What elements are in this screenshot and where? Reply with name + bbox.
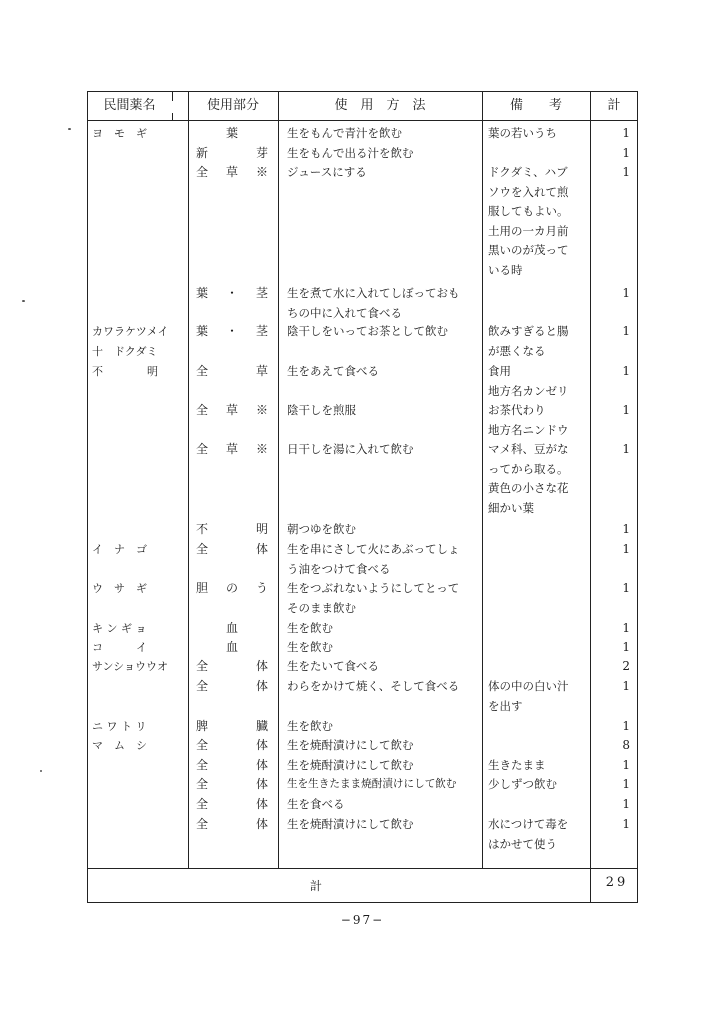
row-count: 1	[622, 581, 630, 595]
row-part: 全草※	[196, 165, 268, 179]
row-part: 全草※	[196, 442, 268, 456]
row-method: 生をもんで青汁を飲む	[287, 126, 402, 140]
row-part: 全体	[196, 542, 268, 556]
row-method: 生を焼酎漬けにして飲む	[287, 738, 414, 752]
row-name: マ ム シ	[92, 739, 147, 752]
row-count: 1	[622, 442, 630, 456]
row-method: 生をもんで出る汁を飲む	[287, 146, 414, 160]
total-value: 29	[605, 875, 629, 890]
row-count: 1	[622, 146, 630, 160]
row-method: 生を飲む	[287, 640, 333, 654]
row-part: 全体	[196, 797, 268, 811]
header-method: 使 用 方 法	[334, 98, 426, 113]
col-divider-4	[482, 91, 483, 868]
row-method: 生を焼酎漬けにして飲む	[287, 758, 414, 772]
row-note: 飲みすぎると腸 が悪くなる	[488, 324, 569, 358]
row-part: 全草	[196, 364, 268, 378]
row-part: 全体	[196, 659, 268, 673]
total-divider	[87, 868, 638, 869]
row-part: 血	[225, 640, 238, 654]
row-count: 1	[622, 758, 630, 772]
row-name: コ イ	[92, 641, 147, 654]
row-note: 体の中の白い汁 を出す	[488, 679, 569, 713]
total-label: 計	[310, 879, 323, 893]
row-method: 朝つゆを飲む	[287, 522, 356, 536]
scan-speck	[68, 128, 71, 130]
row-count: 1	[622, 403, 630, 417]
row-method: 生をたいて食べる	[287, 659, 379, 673]
row-count: 1	[622, 817, 630, 831]
row-note: 水につけて毒を はかせて使う	[488, 817, 569, 851]
page-number: −97−	[340, 913, 385, 927]
row-part: 脾臓	[196, 719, 268, 733]
row-method: 生をつぶれないようにしてとって そのまま飲む	[287, 581, 460, 615]
row-count: 1	[622, 324, 630, 338]
row-count: 1	[622, 797, 630, 811]
row-part: 不明	[196, 522, 268, 536]
scan-speck	[22, 300, 25, 302]
row-part: 全体	[196, 738, 268, 752]
row-count: 1	[622, 522, 630, 536]
row-part: 全体	[196, 679, 268, 693]
row-name: カワラケツメイ 十 ドクダミ	[92, 325, 169, 358]
row-count: 1	[622, 542, 630, 556]
col-divider-5	[590, 91, 591, 903]
row-count: 1	[622, 126, 630, 140]
row-note: マメ科、豆がな ってから取る。 黄色の小さな花 細かい葉	[488, 442, 569, 515]
row-part: 葉・茎	[196, 324, 268, 338]
row-method: 陰干しを煎服	[287, 403, 356, 417]
col-divider-1-mid	[172, 113, 173, 121]
col-divider-3	[278, 91, 279, 868]
row-part: 新芽	[196, 146, 268, 160]
col-divider-1-top	[172, 91, 173, 101]
row-count: 1	[622, 165, 630, 179]
row-note: ドクダミ、ハブ ソウを入れて煎 服してもよい。 土用の一カ月前 黒いのが茂って いる時	[488, 165, 569, 277]
row-name: イ ナ ゴ	[92, 543, 147, 556]
row-method: 生を焼酎漬けにして飲む	[287, 817, 414, 831]
row-method: ジュースにする	[287, 165, 367, 179]
row-name: キ ン ギ ョ	[92, 622, 147, 635]
row-method: 生を飲む	[287, 719, 333, 733]
row-method: 生を食べる	[287, 797, 345, 811]
row-note: お茶代わり 地方名ニンドウ	[488, 403, 569, 437]
col-divider-2	[188, 91, 189, 868]
row-part: 全体	[196, 777, 268, 791]
row-part: 葉・茎	[196, 286, 268, 300]
row-note: 葉の若いうち	[488, 126, 557, 140]
row-method: 生をあえて食べる	[287, 364, 379, 378]
header-count: 計	[607, 98, 621, 113]
row-method: 陰干しをいってお茶として飲む	[287, 324, 448, 338]
header-note: 備 考	[509, 98, 562, 113]
row-method: わらをかけて焼く、そして食べる	[287, 679, 460, 693]
row-count: 2	[622, 659, 630, 673]
row-name: ウ サ ギ	[92, 582, 147, 595]
row-part: 全体	[196, 817, 268, 831]
row-count: 1	[622, 621, 630, 635]
row-count: 1	[622, 640, 630, 654]
row-name: ニ ワ ト リ	[92, 720, 147, 733]
row-part: 全体	[196, 758, 268, 772]
row-count: 1	[622, 364, 630, 378]
row-count: 1	[622, 679, 630, 693]
row-count: 1	[622, 719, 630, 733]
scan-speck	[40, 770, 42, 772]
header-divider	[87, 120, 638, 121]
row-name: 不 明	[92, 365, 158, 378]
row-part: 葉	[225, 126, 238, 140]
row-part: 全草※	[196, 403, 268, 417]
row-count: 1	[622, 777, 630, 791]
row-note: 少しずつ飲む	[488, 777, 557, 791]
row-note: 生きたまま	[488, 758, 546, 772]
row-method: 生を生きたまま焼酎漬けにして飲む	[287, 778, 457, 790]
row-method: 日干しを湯に入れて飲む	[287, 442, 414, 456]
row-count: 8	[622, 738, 630, 752]
row-method: 生を飲む	[287, 621, 333, 635]
row-part: 胆のう	[196, 581, 268, 595]
header-part: 使用部分	[206, 98, 259, 113]
row-note: 食用 地方名カンゼリ	[488, 364, 569, 398]
header-name: 民間薬名	[103, 98, 156, 113]
row-method: 生を煮て水に入れてしぼっておも ちの中に入れて食べる	[287, 286, 460, 320]
row-part: 血	[225, 621, 238, 635]
row-method: 生を串にさして火にあぶってしょ う油をつけて食べる	[287, 542, 460, 576]
row-count: 1	[622, 286, 630, 300]
row-name: サンショウウオ	[92, 660, 168, 673]
row-name: ヨ モ ギ	[92, 127, 147, 140]
